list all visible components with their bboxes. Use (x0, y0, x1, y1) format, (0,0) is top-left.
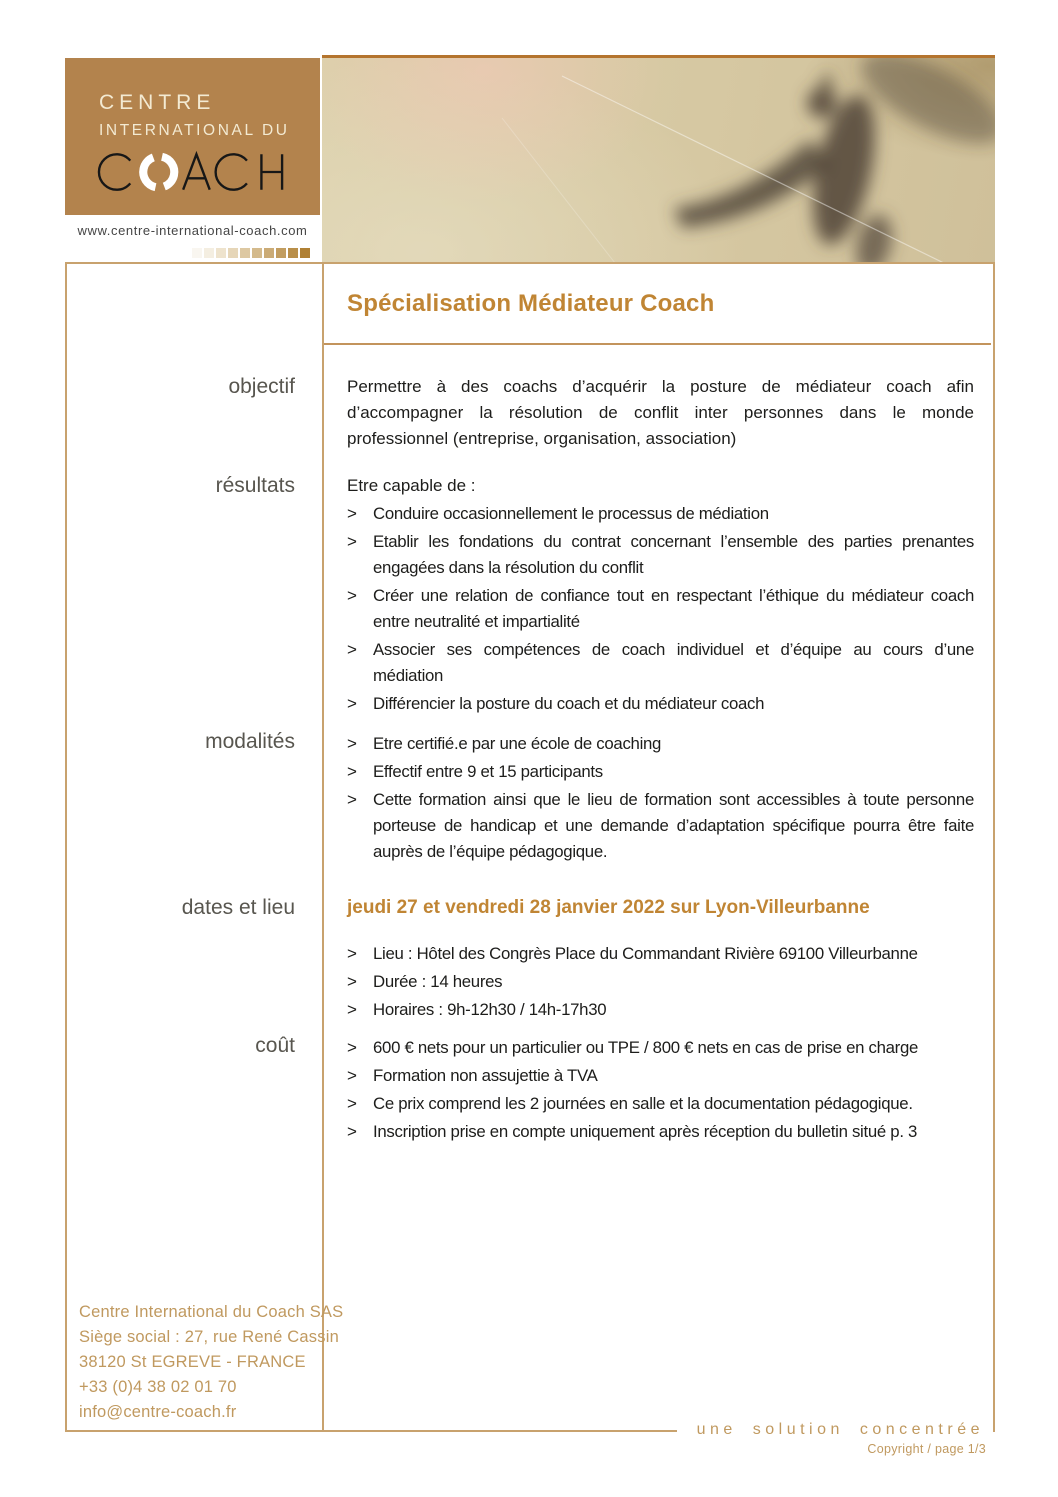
label-spacer (67, 264, 322, 345)
company-city: 38120 St EGREVE - FRANCE (79, 1353, 306, 1371)
bird-silhouette-icon (322, 58, 995, 262)
bullet-text: Cette formation ainsi que le lieu de formation sont accessibles à toute personne porteuse de handicap et une demande d’adaptation spécifique pourra être faite auprès de l’équipe pédagogique. (373, 790, 974, 861)
section-label-modalites: modalités (205, 730, 295, 753)
resultats-bullets (347, 501, 974, 717)
bullet-item (347, 501, 974, 527)
section-label-resultats: résultats (215, 474, 295, 497)
bullet-text: Inscription prise en compte uniquement après réception du bulletin situé p. 3 (373, 1122, 918, 1141)
coach-o-icon (140, 154, 177, 191)
logo (65, 58, 320, 215)
bullet-item (347, 583, 974, 635)
bullet-text: Créer une relation de confiance tout en respectant l’éthique du médiateur coach entre neutralité et impartialité (373, 586, 974, 631)
cout-bullets (347, 1035, 974, 1145)
title-box (322, 264, 991, 345)
bullet-item (347, 941, 974, 967)
bullet-text: Lieu : Hôtel des Congrès Place du Commandant Rivière 69100 Villeurbanne (373, 944, 918, 963)
company-email[interactable]: info@centre-coach.fr (79, 1403, 237, 1421)
gradient-squares (65, 248, 320, 259)
company-street: Siège social : 27, rue René Cassin (79, 1328, 339, 1346)
bullet-item (347, 691, 974, 717)
bullet-marker: > (347, 504, 357, 523)
gradient-square (216, 248, 226, 258)
objectif-content (322, 345, 991, 452)
bird-photo (322, 55, 995, 262)
bullet-item (347, 1035, 974, 1061)
section-label-objectif: objectif (228, 375, 295, 398)
bullet-item (347, 969, 974, 995)
bullet-text: Etre certifié.e par une école de coaching (373, 734, 662, 753)
company-name: Centre International du Coach SAS (79, 1303, 344, 1321)
bullet-text: 600 € nets pour un particulier ou TPE / 800 € nets en cas de prise en charge (373, 1038, 919, 1057)
bullet-text: Conduire occasionnellement le processus de médiation (373, 504, 769, 523)
company-address (79, 1300, 343, 1425)
bullet-item (347, 997, 974, 1023)
bullet-marker: > (347, 972, 357, 991)
modalites-content (322, 717, 991, 865)
bullet-marker: > (347, 944, 357, 963)
bullet-marker: > (347, 586, 357, 605)
logo-block (65, 58, 320, 259)
website-url[interactable]: www.centre-international-coach.com (65, 215, 320, 247)
bullet-marker: > (347, 640, 357, 659)
gradient-square (252, 248, 262, 258)
bullet-marker: > (347, 1038, 357, 1057)
dates-bullets (347, 941, 974, 1023)
cout-content (322, 1023, 991, 1145)
bullet-marker: > (347, 762, 357, 781)
bullet-text: Horaires : 9h-12h30 / 14h-17h30 (373, 1000, 607, 1019)
bullet-text: Durée : 14 heures (373, 972, 503, 991)
gradient-square (300, 248, 310, 258)
gradient-square (228, 248, 238, 258)
gradient-square (192, 248, 202, 258)
section-label-cout: coût (255, 1034, 295, 1057)
bullet-text: Etablir les fondations du contrat concernant l’ensemble des parties prenantes engagées dans la résolution du conflit (373, 532, 974, 577)
logo-text-centre: CENTRE (99, 91, 216, 114)
gradient-square (264, 248, 274, 258)
copyright-page-number: Copyright / page 1/3 (867, 1442, 986, 1456)
gradient-square (276, 248, 286, 258)
objectif-paragraph: Permettre à des coachs d’acquérir la posture de médiateur coach afin d’accompagner la résolution de conflit inter personnes dans le monde professionnel (entreprise, organisation, association) (347, 377, 974, 448)
gradient-square (240, 248, 250, 258)
bullet-item (347, 1091, 974, 1117)
bullet-item (347, 529, 974, 581)
company-phone: +33 (0)4 38 02 01 70 (79, 1378, 237, 1396)
bullet-marker: > (347, 1122, 357, 1141)
bullet-marker: > (347, 1094, 357, 1113)
bullet-item (347, 787, 974, 865)
bullet-marker: > (347, 1066, 357, 1085)
tagline: une solution concentrée (696, 1421, 984, 1438)
resultats-intro: Etre capable de : (347, 476, 476, 495)
bullet-marker: > (347, 734, 357, 753)
bullet-item (347, 731, 974, 757)
logo-text-international: INTERNATIONAL DU (99, 122, 290, 139)
bullet-marker: > (347, 532, 357, 551)
coach-logotype (96, 148, 320, 196)
gradient-square (288, 248, 298, 258)
section-label-dates: dates et lieu (181, 896, 295, 919)
dates-content (322, 865, 991, 1023)
modalites-bullets (347, 731, 974, 865)
bullet-item (347, 637, 974, 689)
bullet-text: Ce prix comprend les 2 journées en salle et la documentation pédagogique. (373, 1094, 913, 1113)
column-divider (322, 264, 324, 1432)
bullet-marker: > (347, 790, 357, 809)
bullet-text: Associer ses compétences de coach individuel et d’équipe au cours d’une médiation (373, 640, 974, 685)
bullet-marker: > (347, 694, 357, 713)
page-title: Spécialisation Médiateur Coach (347, 289, 715, 317)
coach-logotype-icon (96, 148, 288, 196)
resultats-content (322, 452, 991, 717)
bullet-item (347, 1063, 974, 1089)
bullet-marker: > (347, 1000, 357, 1019)
content-grid (67, 264, 993, 1432)
bullet-text: Effectif entre 9 et 15 participants (373, 762, 603, 781)
bullet-item (347, 1119, 974, 1145)
frame-bottom-line (65, 1430, 677, 1432)
dates-heading: jeudi 27 et vendredi 28 janvier 2022 sur Lyon-Villeurbanne (347, 897, 870, 918)
bullet-text: Formation non assujettie à TVA (373, 1066, 598, 1085)
content-frame (65, 262, 995, 1432)
bullet-text: Différencier la posture du coach et du médiateur coach (373, 694, 765, 713)
bullet-item (347, 759, 974, 785)
gradient-square (204, 248, 214, 258)
